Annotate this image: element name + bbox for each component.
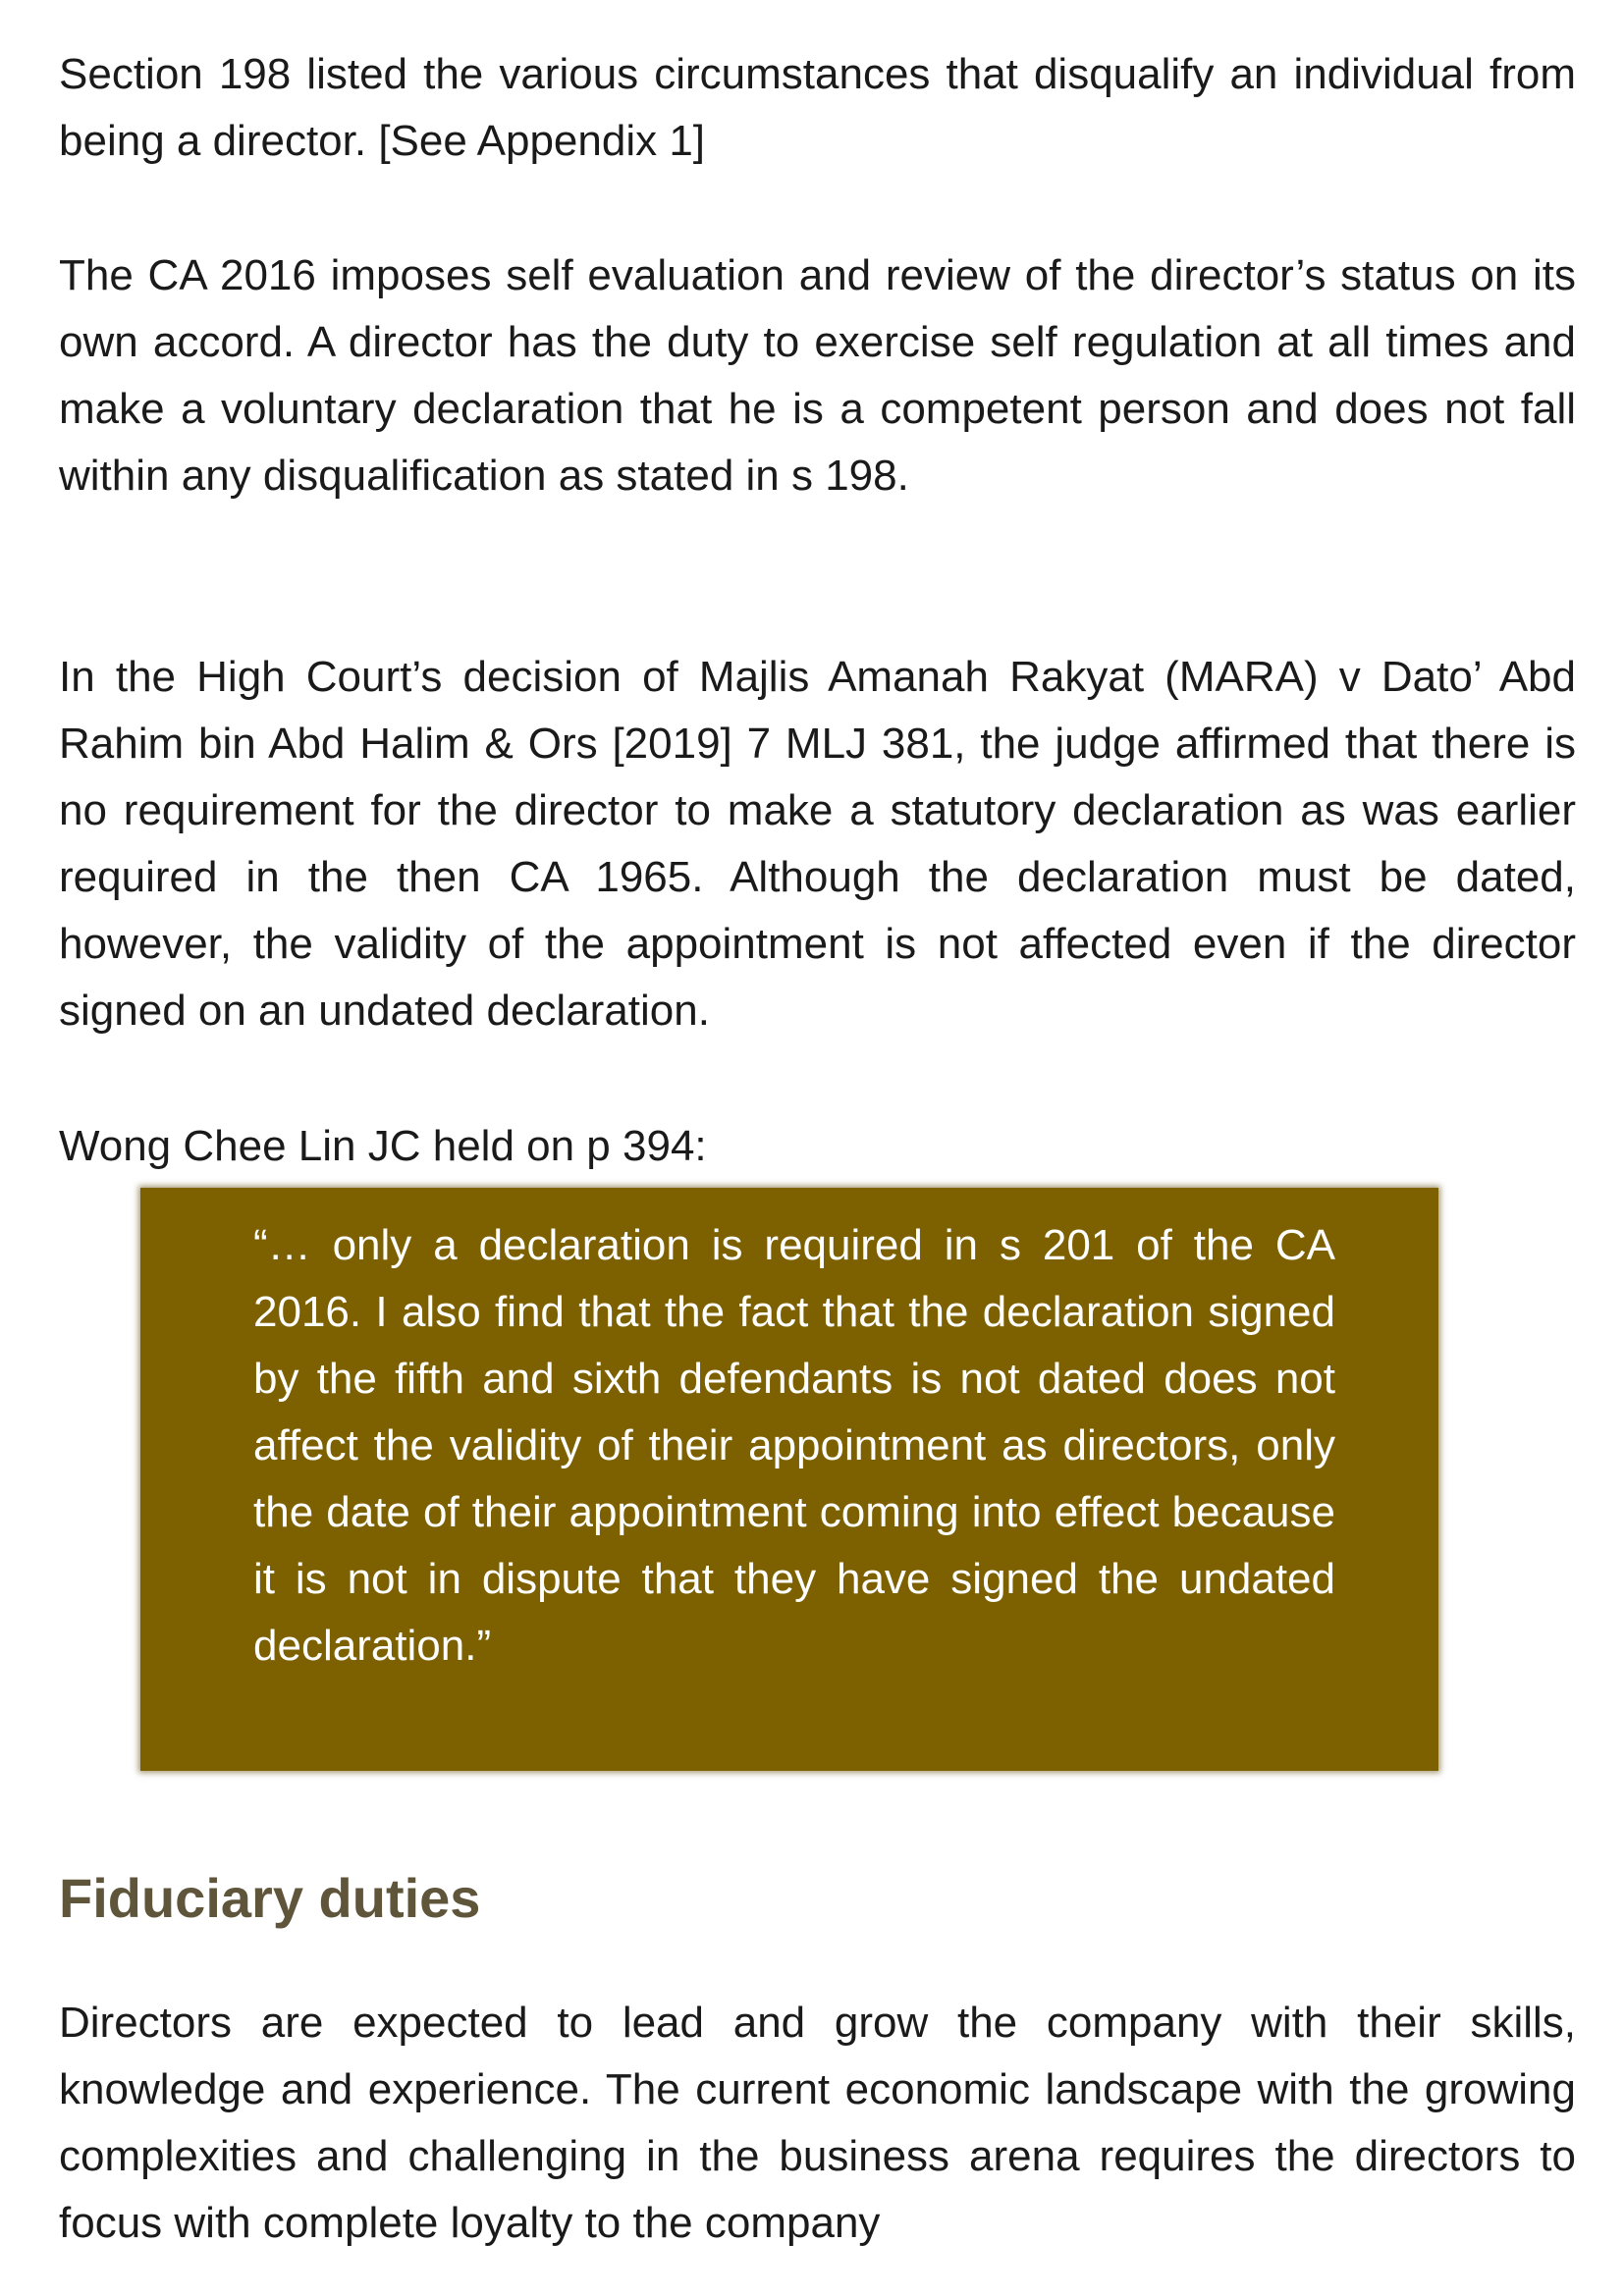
paragraph-self-evaluation: The CA 2016 imposes self evaluation and review of the director’s status on its own accord. A director has the duty to exercise self regulation at all times and make a voluntary declaration that he is a competent person and does not fall within any disqualification as stated in s 198. xyxy=(59,251,1576,500)
paragraph-directors-expected: Directors are expected to lead and grow the company with their skills, knowledge and experience. The current economic landscape with the growing complexities and challenging in the business arena requires the directors to focus with complete loyalty to the company xyxy=(59,1999,1576,2247)
quote-box xyxy=(140,1188,1438,1771)
paragraph-disqualification: Section 198 listed the various circumstances that disqualify an individual from being a director. [See Appendix 1] xyxy=(59,50,1576,165)
section-heading-fiduciary-duties: Fiduciary duties xyxy=(59,1867,481,1929)
paragraph-high-court-decision: In the High Court’s decision of Majlis Amanah Rakyat (MARA) v Dato’ Abd Rahim bin Abd Halim & Ors [2019] 7 MLJ 381, the judge affirmed that there is no requirement for the director to make a statutory declaration as was earlier required in the then CA 1965. Although the declaration must be dated, however, the validity of the appointment is not affected even if the director signed on an undated declaration. xyxy=(59,653,1576,1035)
quote-text: “… only a declaration is required in s 201 of the CA 2016. I also find that the fact that the declaration signed by the fifth and sixth defendants is not dated does not affect the validity of their appointment as directors, only the date of their appointment coming into effect because it is not in dispute that they have signed the undated declaration.” xyxy=(253,1221,1335,1670)
paragraph-judge-held: Wong Chee Lin JC held on p 394: xyxy=(59,1122,707,1170)
